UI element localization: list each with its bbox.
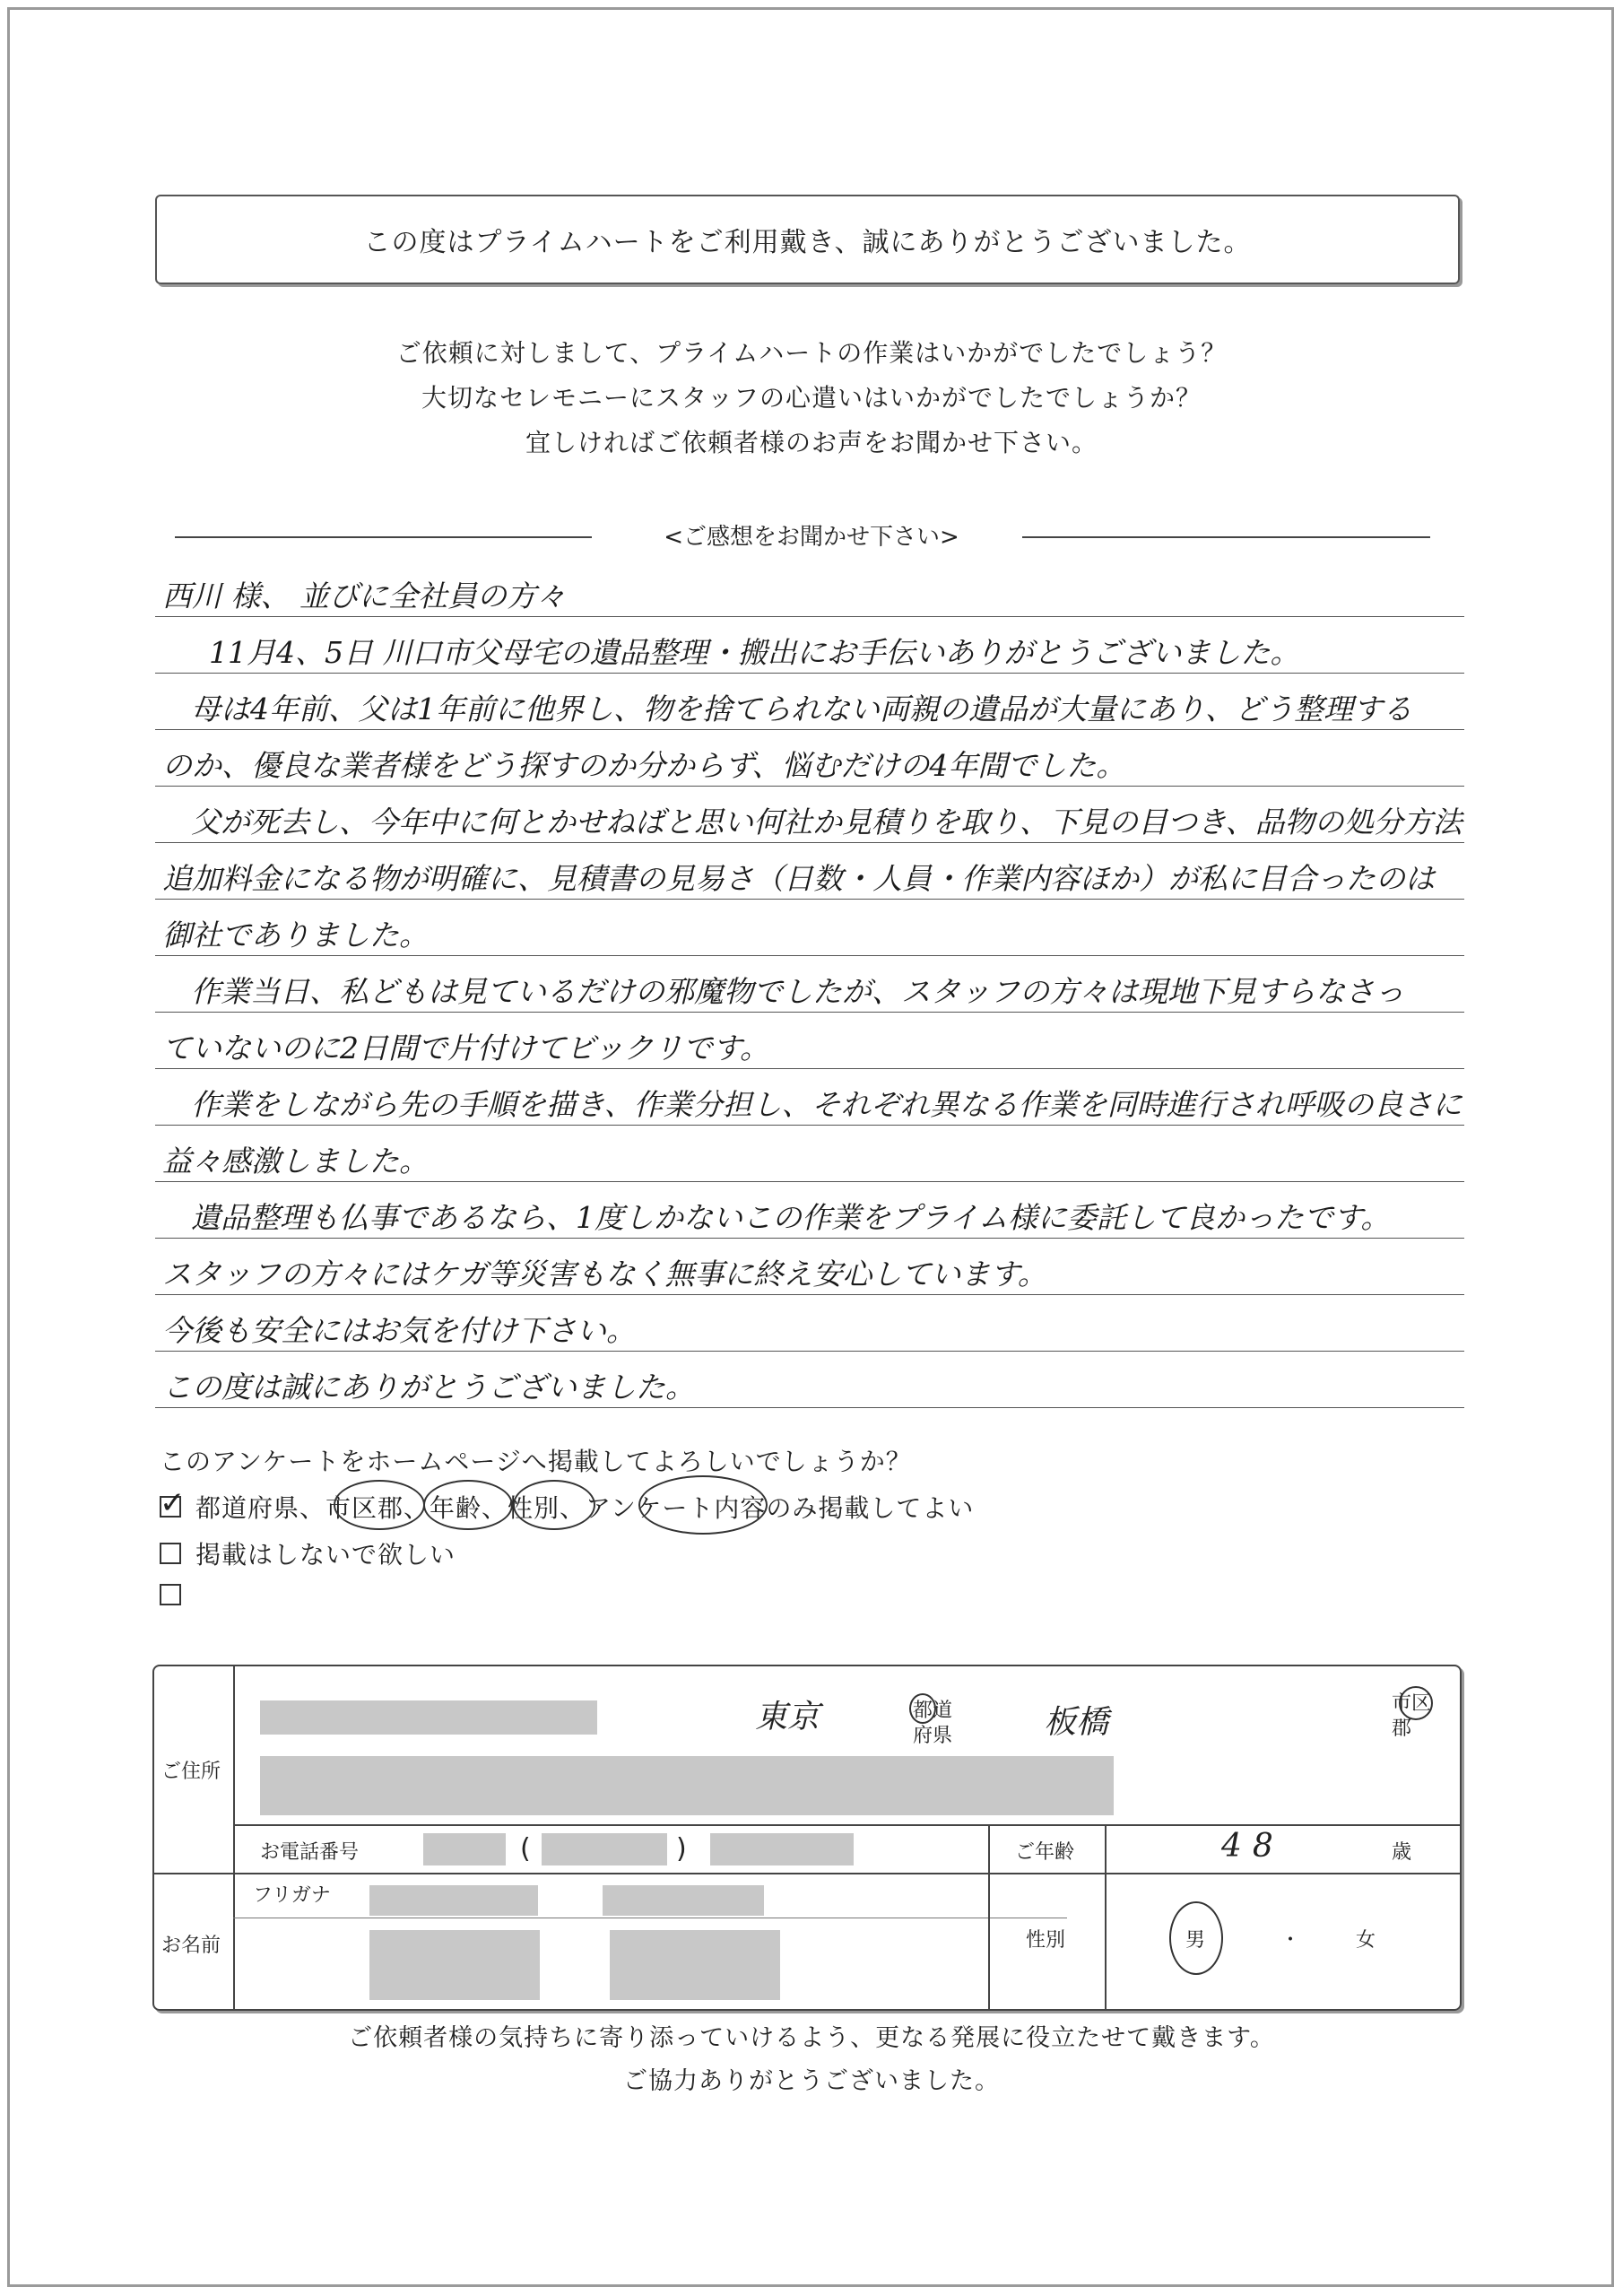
- address-label: ご住所: [161, 1761, 221, 1783]
- furigana-label: フリガナ: [253, 1884, 331, 1907]
- section-divider-right: [1022, 536, 1430, 538]
- redacted-furigana-given: [603, 1885, 764, 1916]
- intro-line-2: 大切なセレモニーにスタッフの心遣いはいかがでしたでしょうか？: [421, 383, 1202, 413]
- age-value: 48: [1221, 1828, 1284, 1865]
- feedback-line: のか、優良な業者様をどう探すのか分からず、悩むだけの4年間でした。: [155, 730, 1464, 787]
- prefecture-unit-top: 都道: [913, 1700, 953, 1722]
- feedback-line: ていないのに2日間で片付けてビックリです。: [155, 1013, 1464, 1069]
- consent-option-other[interactable]: [160, 1584, 195, 1605]
- age-unit: 歳: [1392, 1841, 1412, 1864]
- footer-line-1: ご依頼者様の気持ちに寄り添っていけるよう、更なる発展に役立たせて戴きます。: [348, 2024, 1275, 2052]
- intro-line-3: 宜しければご依頼者様のお声をお聞かせ下さい。: [525, 428, 1098, 457]
- feedback-line: 西川 様、 並びに全社員の方々: [155, 561, 1464, 617]
- form-divider: [233, 1666, 235, 2009]
- redacted-phone-middle: [542, 1833, 667, 1866]
- form-divider: [233, 1824, 1460, 1826]
- consent-option-label: 都道府県、市区郡、年齢、性別、アンケート内容のみ掲載してよい: [195, 1493, 975, 1523]
- gender-male[interactable]: 男: [1185, 1929, 1206, 1952]
- consent-checkbox-publish[interactable]: [160, 1485, 187, 1521]
- feedback-section-label: <ご感想をお聞かせ下さい>: [664, 524, 959, 551]
- handwritten-circle: [334, 1480, 425, 1530]
- feedback-line: 母は4年前、父は1年前に他界し、物を捨てられない両親の遺品が大量にあり、どう整理する: [155, 674, 1464, 730]
- feedback-line: 御社でありました。: [155, 900, 1464, 956]
- feedback-line: 追加料金になる物が明確に、見積書の見易さ（日数・人員・作業内容ほか）が私に目合ったのは: [155, 843, 1464, 900]
- consent-checkbox-other[interactable]: [160, 1584, 181, 1605]
- feedback-handwriting: [155, 561, 1464, 1408]
- prefecture-unit-bottom: 府県: [913, 1725, 953, 1747]
- handwritten-circle: [513, 1480, 595, 1530]
- feedback-line: 益々感激しました。: [155, 1126, 1464, 1182]
- redacted-address: [260, 1756, 1114, 1815]
- feedback-line: 作業をしながら先の手順を描き、作業分担し、それぞれ異なる作業を同時進行され呼吸の良さに: [155, 1069, 1464, 1126]
- city-value: 板橋: [1044, 1704, 1109, 1741]
- gender-separator: ・: [1280, 1929, 1301, 1952]
- redacted-furigana-surname: [369, 1885, 538, 1916]
- age-label: ご年齢: [1015, 1841, 1075, 1864]
- intro-line-1: ご依頼に対しまして、プライムハートの作業はいかがでしたでしょう？: [395, 338, 1228, 368]
- city-unit-top: 市区: [1392, 1692, 1432, 1715]
- consent-option-no-publish[interactable]: [160, 1535, 456, 1571]
- phone-paren-open: (: [520, 1833, 531, 1865]
- consent-checkbox-no-publish[interactable]: [160, 1543, 181, 1564]
- redacted-given-name: [610, 1930, 780, 2000]
- city-unit-bottom: 郡: [1392, 1718, 1412, 1740]
- header-title: この度はプライムハートをご利用戴き、誠にありがとうございました。: [155, 195, 1460, 284]
- prefecture-value: 東京: [755, 1699, 820, 1735]
- feedback-line: 遺品整理も仏事であるなら、1度しかないこの作業をプライム様に委託して良かったです。: [155, 1182, 1464, 1239]
- feedback-line: この度は誠にありがとうございました。: [155, 1352, 1464, 1408]
- name-label: お名前: [161, 1935, 221, 1957]
- phone-paren-close: ): [676, 1833, 687, 1865]
- feedback-line: スタッフの方々にはケガ等災害もなく無事に終え安心しています。: [155, 1239, 1464, 1295]
- feedback-line: 今後も安全にはお気を付け下さい。: [155, 1295, 1464, 1352]
- feedback-line: 作業当日、私どもは見ているだけの邪魔物でしたが、スタッフの方々は現地下見すらなさっ: [155, 956, 1464, 1013]
- form-divider: [988, 1824, 990, 2009]
- customer-info-form: [152, 1665, 1462, 2011]
- gender-label: 性別: [1026, 1929, 1066, 1952]
- form-divider: [154, 1873, 1460, 1874]
- consent-question: このアンケートをホームページへ掲載してよろしいでしょうか？: [160, 1447, 912, 1476]
- section-divider-left: [175, 536, 592, 538]
- handwritten-circle: [423, 1480, 513, 1530]
- redacted-postal-code: [260, 1700, 597, 1735]
- handwritten-circle: [638, 1475, 768, 1535]
- gender-female[interactable]: 女: [1356, 1929, 1376, 1952]
- form-divider: [1105, 1824, 1107, 2009]
- feedback-line: 父が死去し、今年中に何とかせねばと思い何社か見積りを取り、下見の目つき、品物の処分方法: [155, 787, 1464, 843]
- redacted-phone-area: [423, 1833, 506, 1866]
- redacted-surname: [369, 1930, 540, 2000]
- checkmark-icon: ✓: [160, 1485, 187, 1521]
- footer-line-2: ご協力ありがとうございました。: [623, 2067, 1000, 2095]
- consent-option-label: 掲載はしないで欲しい: [195, 1540, 456, 1570]
- redacted-phone-last: [710, 1833, 854, 1866]
- phone-label: お電話番号: [260, 1841, 360, 1864]
- feedback-line: 11月4、5日 川口市父母宅の遺品整理・搬出にお手伝いありがとうございました。: [155, 617, 1464, 674]
